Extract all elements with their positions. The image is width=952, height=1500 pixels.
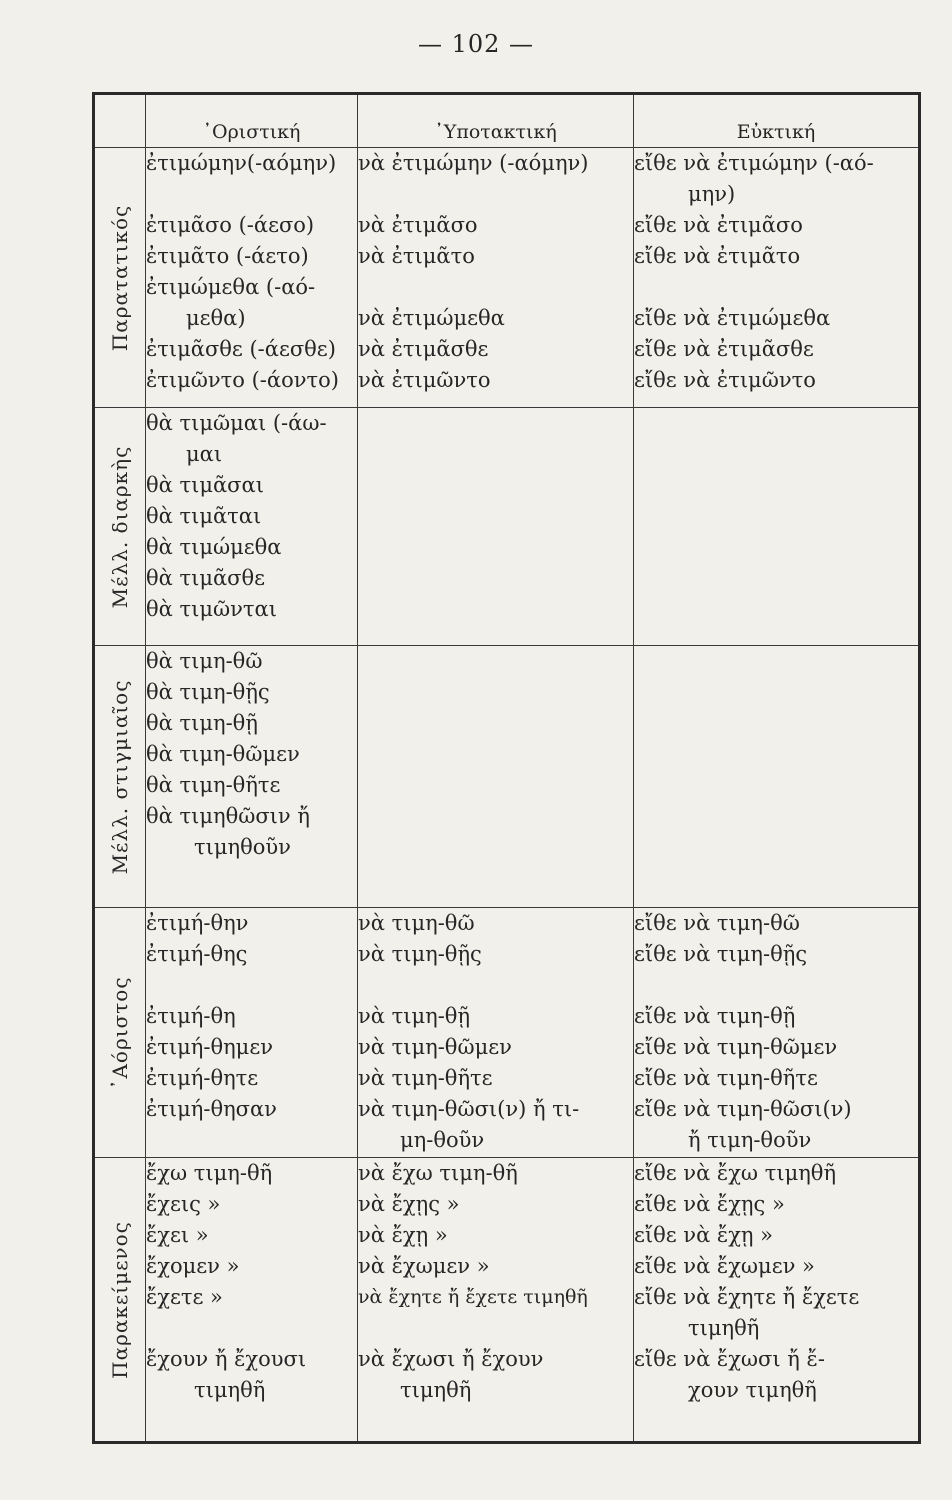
form-line: νὰ τιμη-θῇ <box>358 1004 471 1028</box>
form-line: εἴθε νὰ τιμη-θῶσι(ν) <box>634 1097 852 1121</box>
form-line: νὰ ἐτιμᾶτο <box>358 244 475 268</box>
header-subjunctive: ᾿Υποτακτική <box>358 94 634 148</box>
future-continuous-optative-empty <box>634 408 920 646</box>
future-simple-subjunctive-empty <box>358 646 634 908</box>
form-line: νὰ τιμη-θῶμεν <box>358 1035 512 1059</box>
page-number: — 102 — <box>417 30 535 58</box>
perfect-optative-forms <box>634 1158 920 1443</box>
tense-label: Μέλλ. διαρκὴς <box>108 445 132 608</box>
form-line: εἴθε νὰ ἔχωμεν » <box>634 1254 815 1278</box>
form-line: ἐτιμᾶσο (-άεσο) <box>146 213 315 237</box>
form-line: ἐτιμή-θην <box>146 911 249 935</box>
form-line: ἐτιμώμεθα (-αό- <box>146 275 316 299</box>
aorist-optative-forms <box>634 908 920 1158</box>
form-line: θὰ τιμώμεθα <box>146 535 282 559</box>
tense-cell-future-continuous <box>94 408 146 646</box>
form-line: εἴθε νὰ τιμη-θῆτε <box>634 1066 818 1090</box>
imperfect-subjunctive-forms <box>358 148 634 408</box>
form-line: ἐτιμώμην(-αόμην) <box>146 151 337 175</box>
form-line: εἴθε νὰ ἐτιμᾶσο <box>634 213 803 237</box>
tense-label: ᾿Αόριστος <box>108 975 132 1090</box>
form-line: εἴθε νὰ ἔχῃ » <box>634 1223 774 1247</box>
form-line: νὰ ἐτιμώμεθα <box>358 306 505 330</box>
tense-label: Μέλλ. στιγμιαῖος <box>108 679 132 874</box>
form-line: εἴθε νὰ τιμη-θῇ <box>634 1004 796 1028</box>
tense-label: Παρατατικός <box>108 204 132 351</box>
imperfect-optative-forms <box>634 148 920 408</box>
form-line: νὰ τιμη-θῆτε <box>358 1066 493 1090</box>
future-continuous-indicative-forms <box>146 408 358 646</box>
form-line: εἴθε νὰ ἔχω τιμηθῆ <box>634 1161 837 1185</box>
form-line: ἔχομεν » <box>146 1254 240 1278</box>
form-line: θὰ τιμη-θῇ <box>146 711 258 735</box>
form-line: θὰ τιμᾶσθε <box>146 566 266 590</box>
form-line: θὰ τιμᾶσαι <box>146 473 264 497</box>
form-line: τιμηθῆ <box>400 1378 472 1402</box>
imperfect-indicative-forms <box>146 148 358 408</box>
tense-cell-future-simple <box>94 646 146 908</box>
form-line: τιμηθῆ <box>688 1316 760 1340</box>
perfect-indicative-forms <box>146 1158 358 1443</box>
form-line: νὰ τιμη-θῶ <box>358 911 475 935</box>
form-line: εἴθε νὰ ἐτιμώμεθα <box>634 306 831 330</box>
form-line: νὰ ἔχωμεν » <box>358 1254 490 1278</box>
tense-label: Παρακείμενος <box>108 1220 132 1379</box>
form-line: μην) <box>688 182 736 206</box>
form-line: ἐτιμή-θησαν <box>146 1097 277 1121</box>
row-perfect <box>94 1158 920 1443</box>
form-line: εἴθε νὰ τιμη-θῶ <box>634 911 800 935</box>
aorist-subjunctive-forms <box>358 908 634 1158</box>
form-line: εἴθε νὰ ἔχωσι ἤ ἔ- <box>634 1347 825 1371</box>
form-line: νὰ ἔχῃς » <box>358 1192 460 1216</box>
form-line: εἴθε νὰ ἔχητε ἤ ἔχετε <box>634 1285 860 1309</box>
header-optative: Εὐκτική <box>634 94 920 148</box>
form-line: θὰ τιμη-θῇς <box>146 680 270 704</box>
form-line: ἐτιμή-θημεν <box>146 1035 273 1059</box>
form-line: μαι <box>186 442 223 466</box>
form-line: νὰ ἔχωσι ἤ ἔχουν <box>358 1347 544 1371</box>
form-line: θὰ τιμῶνται <box>146 597 277 621</box>
form-line: ἔχω τιμη-θῆ <box>146 1161 273 1185</box>
form-line: θὰ τιμη-θῶ <box>146 649 263 673</box>
form-line: ἔχει » <box>146 1223 209 1247</box>
corner-cell <box>94 94 146 148</box>
form-line: ἐτιμᾶτο (-άετο) <box>146 244 309 268</box>
form-line: ἔχουν ἤ ἔχουσι <box>146 1347 307 1371</box>
row-future-continuous <box>94 408 920 646</box>
form-line: τιμηθῆ <box>194 1378 266 1402</box>
row-future-simple <box>94 646 920 908</box>
form-line: ἐτιμᾶσθε (-άεσθε) <box>146 337 336 361</box>
form-line: εἴθε νὰ ἐτιμᾶσθε <box>634 337 814 361</box>
form-line: χουν τιμηθῆ <box>688 1378 817 1402</box>
form-line: ἐτιμῶντο (-άοντο) <box>146 368 339 392</box>
form-line: νὰ ἐτιμῶντο <box>358 368 491 392</box>
form-line: ἐτιμή-θητε <box>146 1066 259 1090</box>
row-imperfect <box>94 148 920 408</box>
form-line: ἤ τιμη-θοῦν <box>688 1128 812 1152</box>
tense-cell-imperfect <box>94 148 146 408</box>
form-line: θὰ τιμῶμαι (-άω- <box>146 411 327 435</box>
form-line: θὰ τιμᾶται <box>146 504 262 528</box>
form-line: εἴθε νὰ ἔχῃς » <box>634 1192 785 1216</box>
form-line: ἐτιμή-θη <box>146 1004 236 1028</box>
future-continuous-subjunctive-empty <box>358 408 634 646</box>
form-line: νὰ ἐτιμᾶσθε <box>358 337 489 361</box>
conjugation-table <box>92 92 921 1444</box>
form-line: μη-θοῦν <box>400 1128 485 1152</box>
form-line: νὰ ἔχω τιμη-θῆ <box>358 1161 518 1185</box>
perfect-subjunctive-forms <box>358 1158 634 1443</box>
aorist-indicative-forms <box>146 908 358 1158</box>
form-line: νὰ ἐτιμώμην (-αόμην) <box>358 151 589 175</box>
form-line: εἴθε νὰ τιμη-θῇς <box>634 942 808 966</box>
form-line: ἐτιμή-θης <box>146 942 248 966</box>
form-line: θὰ τιμη-θῶμεν <box>146 742 300 766</box>
form-line: εἴθε νὰ ἐτιμῶντο <box>634 368 816 392</box>
form-line: τιμηθοῦν <box>194 835 291 859</box>
future-simple-optative-empty <box>634 646 920 908</box>
form-line: εἴθε νὰ ἐτιμώμην (-αό- <box>634 151 874 175</box>
form-line: ἔχετε » <box>146 1285 223 1309</box>
form-line: νὰ ἔχῃ » <box>358 1223 448 1247</box>
form-line: εἴθε νὰ τιμη-θῶμεν <box>634 1035 838 1059</box>
form-line: νὰ ἔχητε ἤ ἔχετε τιμηθῆ <box>358 1286 588 1308</box>
form-line: νὰ ἐτιμᾶσο <box>358 213 478 237</box>
header-row <box>94 94 920 148</box>
form-line: νὰ τιμη-θῇς <box>358 942 482 966</box>
row-aorist <box>94 908 920 1158</box>
tense-cell-aorist <box>94 908 146 1158</box>
form-line: μεθα) <box>186 306 246 330</box>
form-line: θὰ τιμη-θῆτε <box>146 773 281 797</box>
form-line: νὰ τιμη-θῶσι(ν) ἤ τι- <box>358 1097 580 1121</box>
future-simple-indicative-forms <box>146 646 358 908</box>
header-indicative: ᾿Οριστική <box>146 94 358 148</box>
tense-cell-perfect <box>94 1158 146 1443</box>
form-line: εἴθε νὰ ἐτιμᾶτο <box>634 244 801 268</box>
form-line: ἔχεις » <box>146 1192 221 1216</box>
form-line: θὰ τιμηθῶσιν ἤ <box>146 804 310 828</box>
